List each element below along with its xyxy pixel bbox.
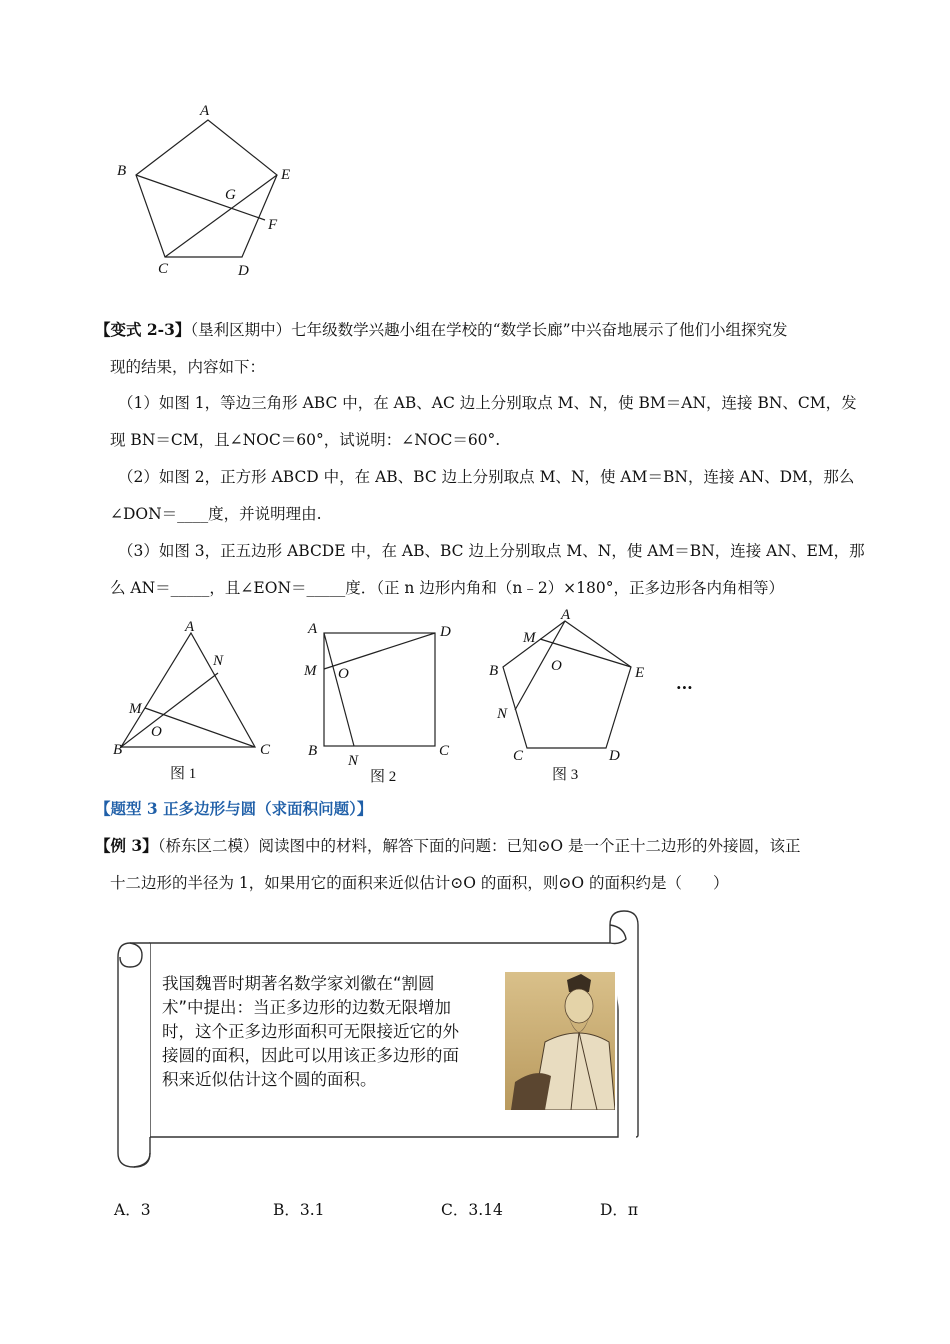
label-e: E — [281, 167, 291, 183]
fig1-label-a: A — [185, 619, 195, 635]
label-b: B — [117, 163, 127, 179]
variant-text1: （垦利区期中）七年级数学兴趣小组在学校的“数学长廊”中兴奋地展示了他们小组探究发 — [190, 321, 788, 339]
fig3-label-m: M — [523, 630, 536, 646]
fig2-caption: 图 2 — [370, 769, 397, 785]
fig2-label-b: B — [308, 743, 318, 759]
fig1-label-o: O — [151, 724, 162, 740]
fig1-label-b: B — [113, 742, 123, 758]
variant-p3b: 么 AN＝_____，且∠EON＝_____度．（正 n 边形内角和（n﹣2）×180°，正多边形各内角相等） — [110, 579, 785, 597]
fig3-label-d: D — [609, 748, 620, 764]
segment-ce — [165, 175, 277, 257]
triangle-outline — [121, 633, 255, 747]
fig3-label-o: O — [551, 658, 562, 674]
example-line2: 十二边形的半径为 1，如果用它的面积来近似估计⊙O 的面积，则⊙O 的面积约是（ ） — [110, 874, 729, 892]
figure-1-triangle — [105, 615, 285, 790]
option-d[interactable]: D．π — [600, 1201, 639, 1219]
fig2-label-c: C — [439, 743, 450, 759]
pentagon-outline — [136, 120, 277, 257]
scroll-line: 术”中提出：当正多边形的边数无限增加 — [162, 998, 452, 1017]
fig1-label-c: C — [260, 742, 271, 758]
option-b[interactable]: B．3.1 — [273, 1201, 325, 1219]
fig1-caption: 图 1 — [170, 766, 197, 782]
fig3-label-a: A — [561, 607, 571, 623]
top-pentagon-figure — [100, 95, 320, 285]
variant-p2b: ∠DON＝____度，并说明理由. — [110, 505, 322, 523]
label-d: D — [238, 263, 249, 279]
fig3-label-e: E — [635, 665, 645, 681]
fig3-label-b: B — [489, 663, 499, 679]
scroll-line: 我国魏晋时期著名数学家刘徽在“割圆 — [162, 974, 435, 993]
variant-tag: 【变式 2-3】 — [95, 320, 191, 339]
liu-hui-portrait — [505, 972, 615, 1110]
scroll-line: 接圆的面积，因此可以用该正多边形的面 — [162, 1046, 459, 1065]
fig2-label-d: D — [440, 624, 451, 640]
fig3-label-n: N — [497, 706, 508, 722]
example-tag: 【例 3】 — [95, 836, 158, 855]
variant-line2: 现的结果，内容如下： — [110, 358, 266, 376]
variant-p2a: （2）如图 2，正方形 ABCD 中，在 AB、BC 边上分别取点 M、N，使 AM＝BN，连接 AN、DM，那么 — [118, 468, 855, 486]
label-a: A — [200, 103, 210, 119]
segment-an — [324, 633, 354, 746]
figure-3-pentagon — [485, 605, 665, 790]
variant-p1a: （1）如图 1，等边三角形 ABC 中，在 AB、AC 边上分别取点 M、N，使 BM＝AN，连接 BN、CM，发 — [118, 394, 857, 412]
segment-dm — [324, 633, 435, 669]
square-outline — [324, 633, 435, 746]
example-line1 — [95, 834, 801, 858]
fig2-label-m: M — [304, 663, 317, 679]
fig2-label-a: A — [308, 621, 318, 637]
section-title: 【题型 3 正多边形与圆（求面积问题）】 — [95, 799, 373, 818]
scroll-line: 时，这个正多边形面积可无限接近它的外 — [162, 1022, 459, 1041]
fig1-label-n: N — [213, 653, 224, 669]
fig2-label-n: N — [348, 753, 359, 769]
fig3-caption: 图 3 — [552, 767, 579, 783]
scroll-line: 积来近似估计这个圆的面积。 — [162, 1070, 377, 1089]
figure-ellipsis: ... — [676, 674, 693, 693]
label-g: G — [225, 187, 236, 203]
label-c: C — [158, 261, 169, 277]
scroll-roll-left — [118, 943, 150, 1167]
figure-2-square — [298, 615, 468, 795]
fig2-label-o: O — [338, 666, 349, 682]
fig1-label-m: M — [129, 701, 142, 717]
variant-p3a: （3）如图 3，正五边形 ABCDE 中，在 AB、BC 边上分别取点 M、N，使 AM＝BN，连接 AN、EM，那 — [118, 542, 865, 560]
fig3-label-c: C — [513, 748, 524, 764]
variant-p1b: 现 BN＝CM，且∠NOC＝60°，试说明：∠NOC＝60°. — [110, 431, 501, 449]
option-c[interactable]: C．3.14 — [441, 1201, 503, 1219]
variant-line1 — [95, 318, 788, 342]
scroll-text — [162, 972, 498, 1092]
label-f: F — [268, 217, 278, 233]
example-text1: （桥东区二模）阅读图中的材料，解答下面的问题：已知⊙O 是一个正十二边形的外接圆，该正 — [157, 837, 801, 855]
option-a[interactable]: A．3 — [114, 1201, 151, 1219]
